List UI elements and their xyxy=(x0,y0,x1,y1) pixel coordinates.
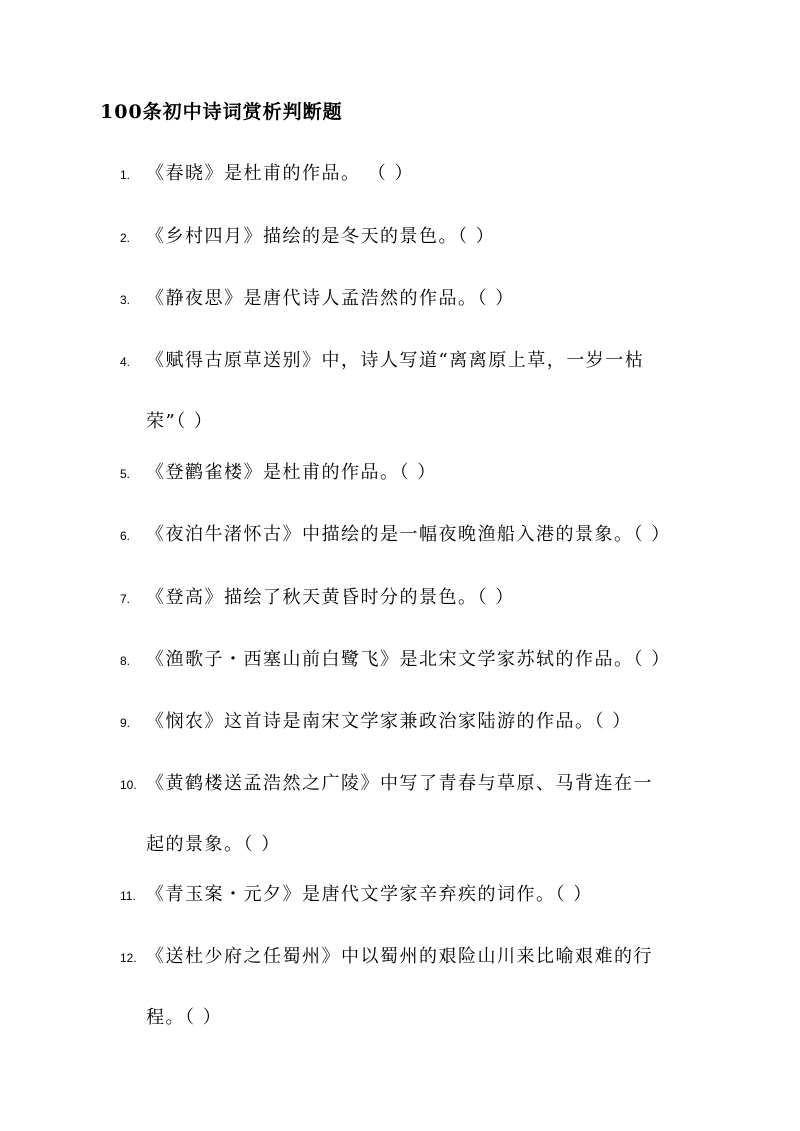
question-number: 4. xyxy=(120,355,131,369)
document-title: 100条初中诗词赏析判断题 xyxy=(100,101,343,123)
question-item xyxy=(120,505,700,566)
question-text: 《春晓》是杜甫的作品。 （ ） xyxy=(146,163,414,184)
question-text: 《夜泊牛渚怀古》中描绘的是一幅夜晚渔船入港的景象。（ ） xyxy=(146,524,671,545)
question-item xyxy=(120,865,700,926)
question-number: 10. xyxy=(120,778,137,792)
question-number: 3. xyxy=(120,293,131,307)
question-text: 《渔歌子・西塞山前白鹭飞》是北宋文学家苏轼的作品。（ ） xyxy=(146,649,671,670)
question-text: 《黄鹤楼送孟浩然之广陵》中写了青春与草原、马背连在一 xyxy=(146,773,653,794)
question-number: 1. xyxy=(120,168,131,182)
question-number: 11. xyxy=(120,889,136,903)
question-item xyxy=(120,144,700,205)
question-number: 2. xyxy=(120,231,131,245)
question-text: 《青玉案・元夕》是唐代文学家辛弃疾的词作。（ ） xyxy=(146,884,593,905)
question-item xyxy=(120,443,700,504)
question-item xyxy=(120,754,700,875)
question-text-continued: 程。（ ） xyxy=(146,1007,223,1028)
question-number: 8. xyxy=(120,654,131,668)
question-item xyxy=(120,692,700,753)
question-item xyxy=(120,269,700,330)
question-number: 12. xyxy=(120,951,137,965)
question-text: 《静夜思》是唐代诗人孟浩然的作品。（ ） xyxy=(146,288,515,309)
question-text-continued: 起的景象。（ ） xyxy=(146,834,281,855)
question-text: 《送杜少府之任蜀州》中以蜀州的艰险山川来比喻艰难的行 xyxy=(146,946,653,967)
question-text: 《赋得古原草送别》中，诗人写道“离离原上草，一岁一枯 xyxy=(146,350,645,371)
question-number: 7. xyxy=(120,592,131,606)
question-text-continued: 荣”（ ） xyxy=(146,411,214,432)
question-number: 6. xyxy=(120,529,131,543)
question-item xyxy=(120,568,700,629)
question-item xyxy=(120,207,700,268)
question-number: 9. xyxy=(120,716,131,730)
question-text: 《悯农》这首诗是南宋文学家兼政治家陆游的作品。（ ） xyxy=(146,711,632,732)
question-text: 《登高》描绘了秋天黄昏时分的景色。（ ） xyxy=(146,587,515,608)
question-item xyxy=(120,331,700,452)
question-number: 5. xyxy=(120,467,131,481)
question-item xyxy=(120,927,700,1048)
question-text: 《登鹳雀楼》是杜甫的作品。（ ） xyxy=(146,462,437,483)
question-text: 《乡村四月》描绘的是冬天的景色。（ ） xyxy=(146,226,496,247)
question-item xyxy=(120,630,700,691)
